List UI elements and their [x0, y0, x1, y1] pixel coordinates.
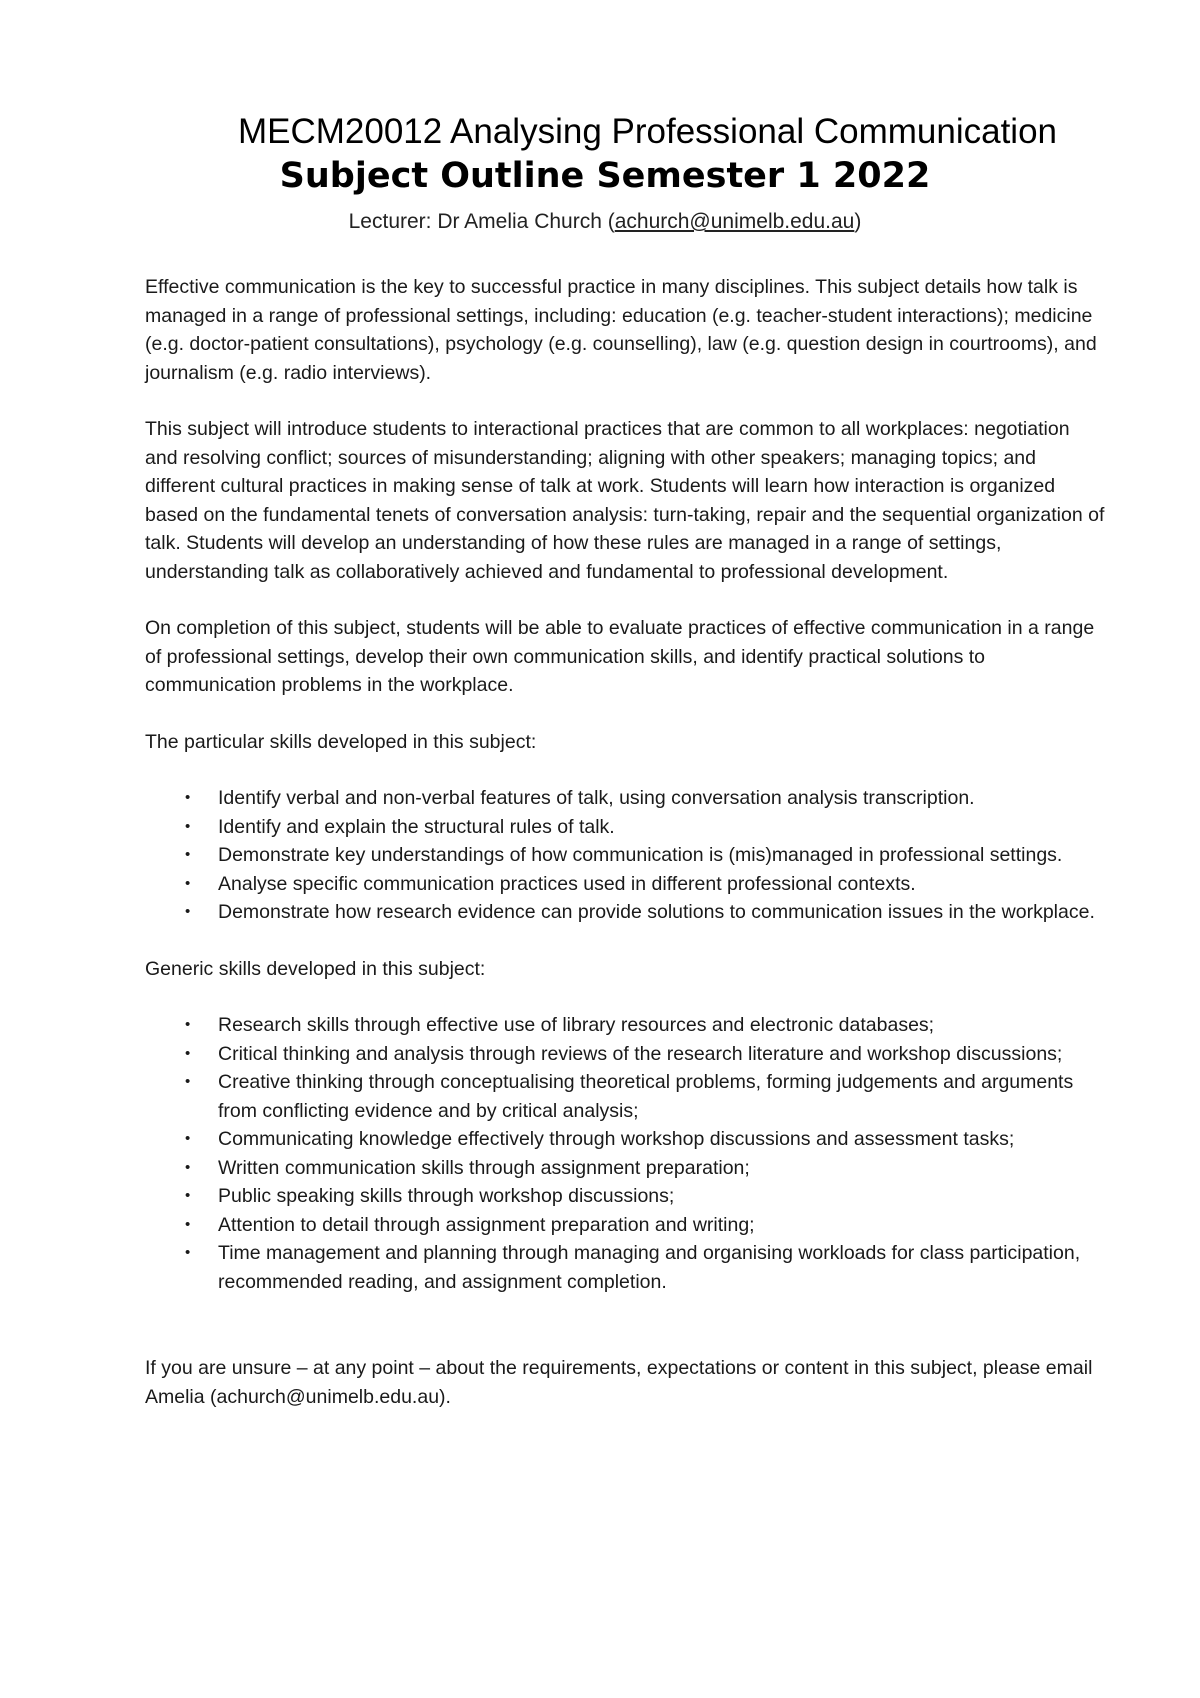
- section-spacer: [145, 1324, 1105, 1354]
- list-item-text: Attention to detail through assignment preparation and writing;: [218, 1213, 755, 1236]
- bullet-icon: •: [185, 846, 191, 863]
- list-item: [145, 1040, 1105, 1069]
- bullet-icon: •: [185, 874, 191, 892]
- list-item: [145, 1154, 1105, 1183]
- list-item: [145, 898, 1105, 927]
- list-item-text: Public speaking skills through workshop discussions;: [218, 1185, 675, 1207]
- list-item: [145, 1068, 1105, 1125]
- list-item-text: Demonstrate key understandings of how communication is (mis)managed in professional settings.: [218, 844, 1063, 866]
- completion-paragraph: On completion of this subject, students will be able to evaluate practices of effective communication in a range of professional settings, develop their own communication skills, and identify practical solutions to communication problems in the workplace.: [145, 617, 1095, 696]
- subject-title: MECM20012 Analysing Professional Communication: [237, 112, 1057, 151]
- list-item-text: Identify verbal and non-verbal features of talk, using conversation analysis transcription.: [218, 787, 975, 809]
- bullet-icon: •: [185, 1158, 191, 1176]
- list-item: [145, 1182, 1105, 1211]
- list-item-text: Written communication skills through assignment preparation;: [218, 1156, 750, 1179]
- list-item: [145, 1211, 1105, 1240]
- list-item: [145, 784, 1105, 813]
- closing-paragraph: If you are unsure – at any point – about the requirements, expectations or content in this subject, please email Amelia (achurch@unimelb.edu.au).: [145, 1357, 1093, 1408]
- bullet-icon: •: [185, 1016, 191, 1033]
- list-item-text: Creative thinking through conceptualising theoretical problems, forming judgements and arguments from conflicting evidence and by critical analysis;: [218, 1071, 1074, 1122]
- list-item-text: Demonstrate how research evidence can provide solutions to communication issues in the workplace.: [218, 901, 1095, 923]
- bullet-icon: •: [185, 903, 191, 920]
- subject-outline-heading: Subject Outline Semester 1 2022: [279, 156, 931, 196]
- bullet-icon: •: [185, 1044, 191, 1062]
- intro-paragraph: Effective communication is the key to successful practice in many disciplines. This subject details how talk is managed in a range of professional settings, including: education (e.g. teacher-student interactions); medicine (e.g. doctor-patient consultations), psychology (e.g. counselling), law (e.g. question design in courtrooms), and journalism (e.g. radio interviews).: [145, 276, 1097, 384]
- list-item: [145, 870, 1105, 899]
- bullet-icon: •: [185, 1073, 191, 1090]
- particular-skills-heading: The particular skills developed in this subject:: [145, 730, 537, 753]
- bullet-icon: •: [185, 817, 191, 835]
- list-item: [145, 1011, 1105, 1040]
- generic-skills-list: [145, 1011, 1105, 1296]
- list-item: [145, 1125, 1105, 1154]
- bullet-icon: •: [185, 1215, 191, 1233]
- document-body: [145, 273, 1105, 1439]
- particular-skills-list: [145, 784, 1105, 927]
- list-item: [145, 1239, 1105, 1296]
- generic-skills-heading: Generic skills developed in this subject:: [145, 957, 486, 980]
- lecturer-prefix: Lecturer: Dr Amelia Church (: [348, 210, 615, 233]
- list-item: [145, 841, 1105, 870]
- bullet-icon: •: [185, 789, 191, 806]
- list-item-text: Time management and planning through managing and organising workloads for class participation, recommended reading, and assignment completion.: [218, 1242, 1081, 1293]
- list-item-text: Critical thinking and analysis through reviews of the research literature and workshop discussions;: [218, 1042, 1063, 1065]
- lecturer-suffix: ): [854, 210, 862, 233]
- list-item: [145, 813, 1105, 842]
- list-item-text: Research skills through effective use of library resources and electronic databases;: [218, 1014, 935, 1036]
- lecturer-email-link[interactable]: achurch@unimelb.edu.au: [614, 210, 855, 233]
- lecturer-line: [0, 208, 1200, 236]
- bullet-icon: •: [185, 1187, 191, 1204]
- list-item-text: Communicating knowledge effectively through workshop discussions and assessment tasks;: [218, 1128, 1015, 1150]
- list-item-text: Identify and explain the structural rules of talk.: [218, 815, 615, 838]
- overview-paragraph: This subject will introduce students to interactional practices that are common to all workplaces: negotiation and resolving conflict; sources of misunderstanding; aligning with other speakers; managing topics; and different cultural practices in making sense of talk at work. Students will learn how interaction is organized based on the fundamental tenets of conversation analysis: turn-taking, repair and the sequential organization of talk. Students will develop an understanding of how these rules are managed in a range of settings, understanding talk as collaboratively achieved and fundamental to professional development.: [145, 418, 1105, 583]
- bullet-icon: •: [185, 1244, 191, 1261]
- list-item-text: Analyse specific communication practices used in different professional contexts.: [218, 872, 916, 895]
- bullet-icon: •: [185, 1130, 191, 1147]
